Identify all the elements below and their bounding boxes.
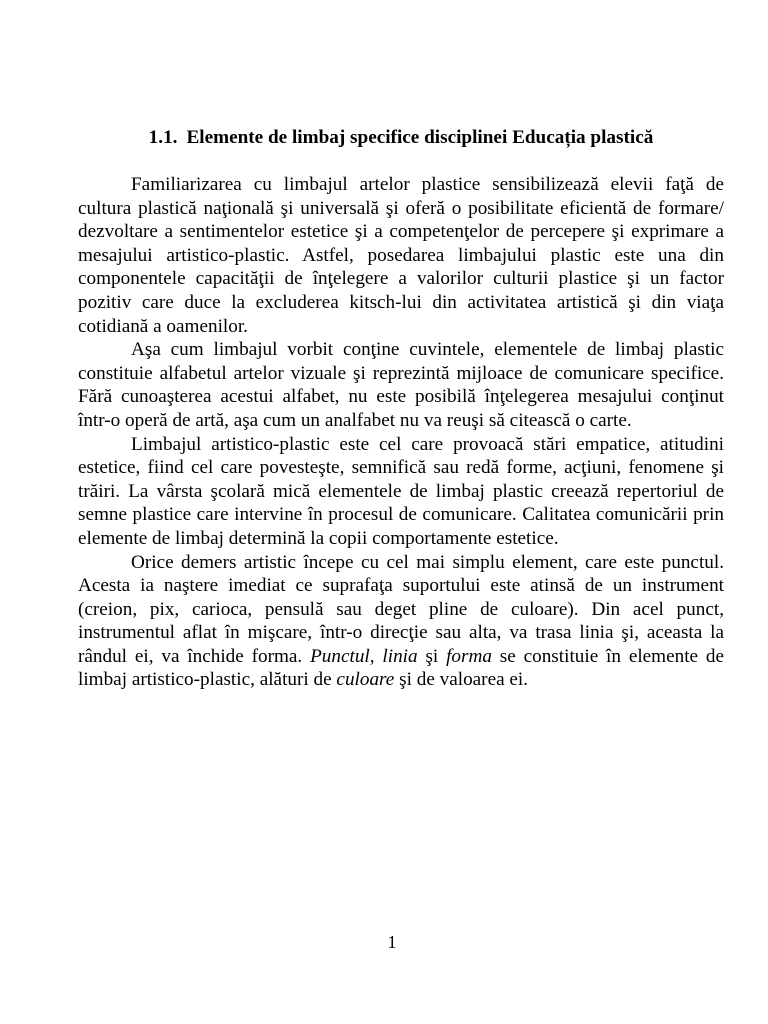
paragraph-3: Limbajul artistico-plastic este cel care provoacă stări empatice, atitudini estetice, fiind cel care povesteşte, semnifică sau redă forme, acţiuni, fenomene şi trăiri. La vârsta şcolară mică elementele de limbaj plastic creează repertoriul de semne plastice care intervine în procesul de comunicare. Calitatea comunicării prin elemente de limbaj determină la copii comportamente estetice. bbox=[78, 433, 724, 549]
paragraph-1: Familiarizarea cu limbajul artelor plastice sensibilizează elevii faţă de cultura plastică naţională şi universală şi oferă o posibilitate eficientă de formare/ dezvoltare a sentimentelor estetice şi a competenţelor de percepere şi exprimare a mesajului artistico-plastic. Astfel, posedarea limbajului plastic este una din componentele capacităţii de înţelegere a valorilor culturii plastice şi un factor pozitiv care duce la excluderea kitsch-lui din activitatea artistică şi din viaţa cotidiană a oamenilor. bbox=[78, 174, 724, 337]
paragraph-2: Aşa cum limbajul vorbit conţine cuvintele, elementele de limbaj plastic constituie alfabetul artelor vizuale şi reprezintă mijloace de comunicare specifice. Fără cunoaşterea acestui alfabet, nu este posibilă înţelegerea mesajului conţinut într-o operă de artă, aşa cum un analfabet nu va reuşi să citească o carte. bbox=[78, 339, 724, 431]
paragraph-4-text-end: şi de valoarea ei. bbox=[399, 669, 529, 691]
term-forma: forma bbox=[446, 645, 492, 667]
term-separator-and: şi bbox=[425, 645, 439, 667]
page-number: 1 bbox=[387, 932, 397, 952]
section-heading bbox=[78, 125, 724, 151]
paragraph-4-text-before: Orice demers artistic începe cu cel mai simplu element, care este punctul. Acesta ia naştere imediat ce suprafaţa suportului este atinsă de un instrument (creion, pix, carioca, pensulă sau deget pline de culoare). Din acel punct, instrumentul aflat în mişcare, într-o direcţie sau alta, va trasa linia şi, aceasta la rândul ei, va închide forma. bbox=[78, 551, 724, 667]
body-text bbox=[78, 173, 724, 692]
paragraph-4-text-middle: se constituie în elemente de limbaj artistico-plastic, alături de bbox=[78, 645, 725, 691]
term-separator-comma: , bbox=[369, 645, 375, 667]
section-title: Elemente de limbaj specifice disciplinei Educația plastică bbox=[186, 127, 654, 148]
term-punctul: Punctul bbox=[310, 645, 370, 667]
section-number: 1.1. bbox=[148, 127, 178, 148]
term-linia: linia bbox=[382, 645, 418, 667]
term-culoare: culoare bbox=[336, 669, 395, 691]
paragraph-4 bbox=[78, 551, 724, 693]
